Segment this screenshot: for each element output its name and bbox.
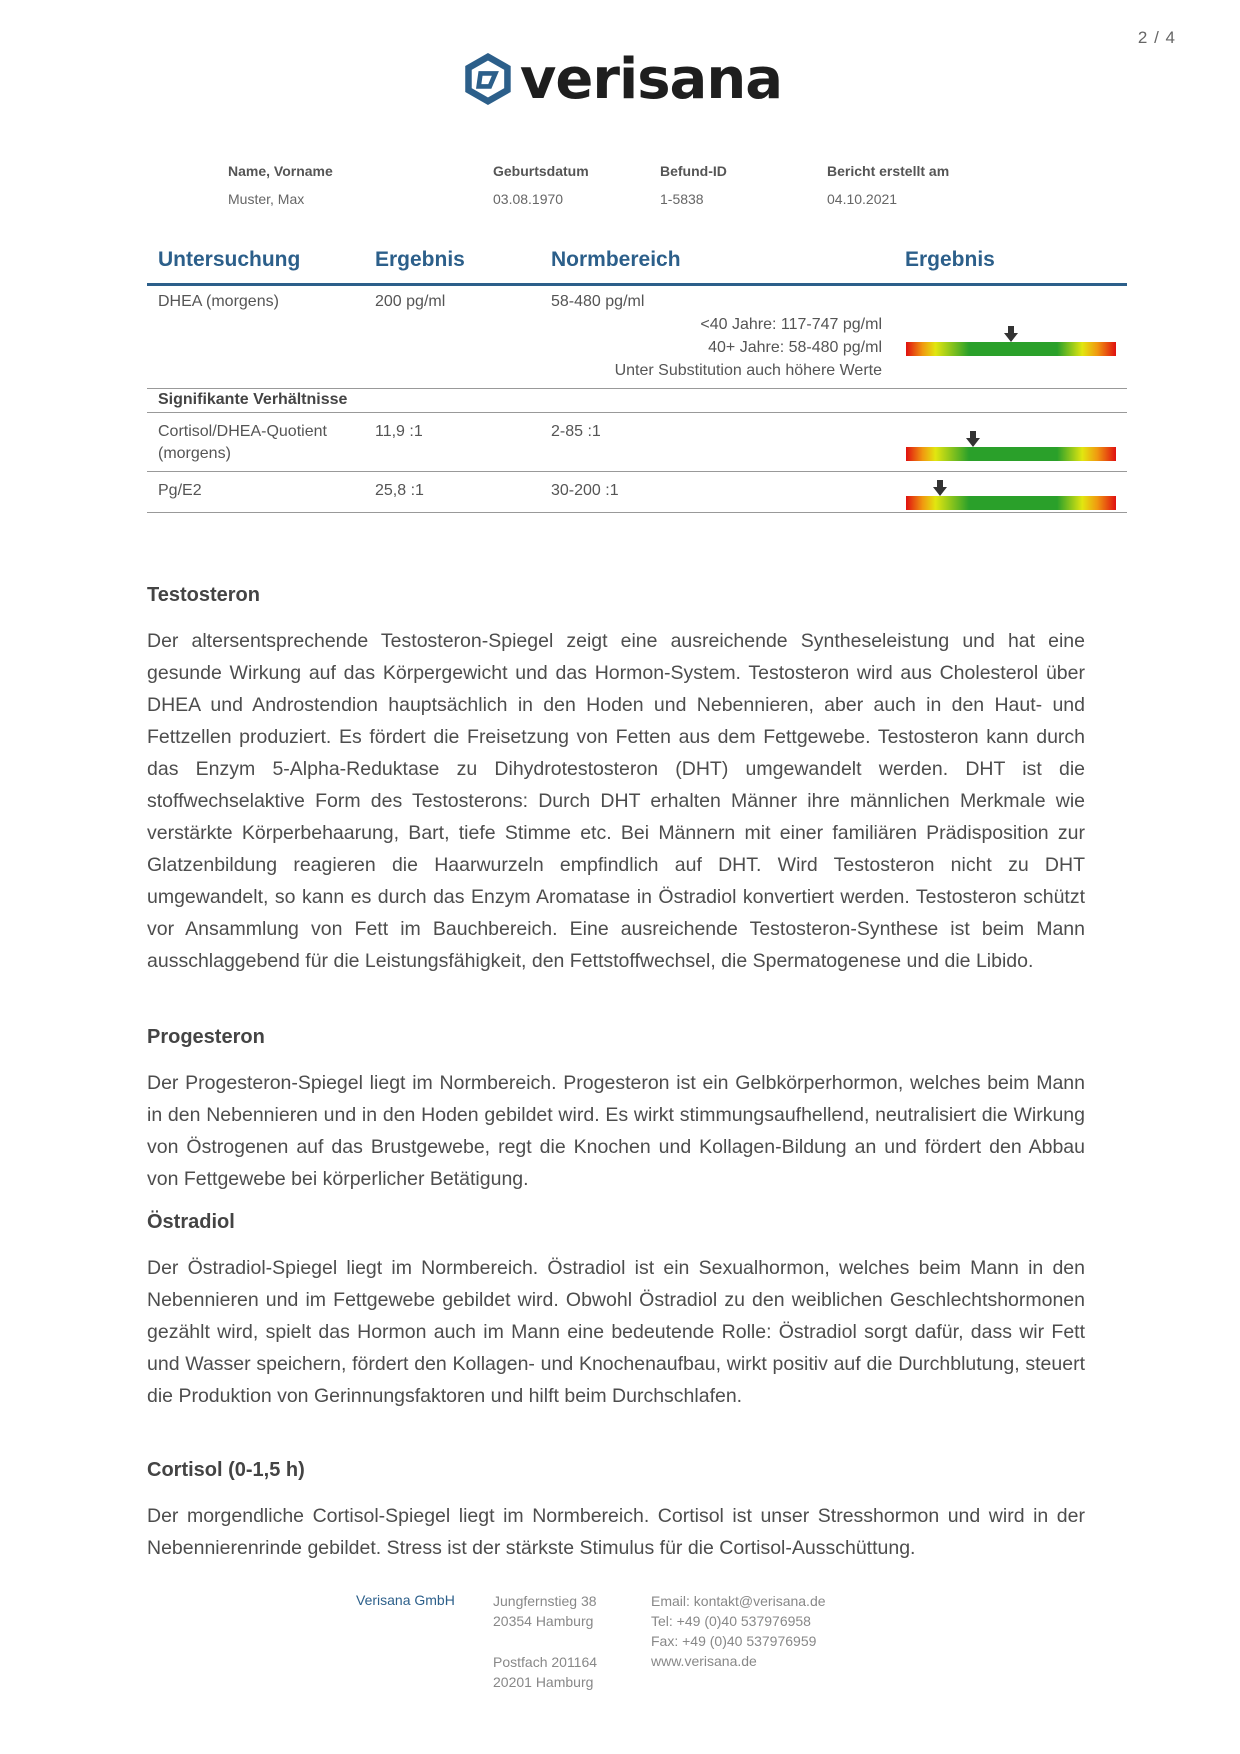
section-text-testosterone: Der altersentsprechende Testosteron-Spiegel zeigt eine ausreichende Syntheseleistung und hat eine gesunde Wirkung auf das Körpergewicht und das Hormon-System. Testosteron wird aus Cholesterol über DHEA und Androstendion hauptsächlich in den Hoden und Nebennieren, aber auch in den Haut- und Fettzellen produziert. Es fördert die Freisetzung von Fetten aus dem Fettgewebe. Testosteron kann durch das Enzym 5-Alpha-Reduktase zu Dihydrotestosteron (DHT) umgewandelt werden. DHT ist die stoffwechselaktive Form des Testosterons: Durch DHT erhalten Männer ihre männlichen Merkmale wie verstärkte Körperbehaarung, Bart, tiefe Stimme etc. Bei Männern mit einer familiären Prädisposition zur Glatzenbildung reagieren die Haarwurzeln empfindlich auf DHT. Wird Testosteron nicht zu DHT umgewandelt, so kann es durch das Enzym Aromatase in Östradiol konvertiert werden. Testosteron schützt vor Ansammlung von Fett im Bauchbereich. Eine ausreichende Testosteron-Synthese ist beim Mann ausschlaggebend für die Leistungsfähigkeit, den Fettstoffwechsel, die Spermatogenese und die Libido.	[147, 630, 1085, 972]
row-dhea-name: DHEA (morgens)	[158, 293, 279, 310]
table-bottom-rule	[147, 512, 1127, 513]
row-divider	[147, 471, 1127, 472]
name-value: Muster, Max	[228, 191, 305, 207]
col-header-result-graph: Ergebnis	[905, 248, 995, 271]
footer-website-link[interactable]: www.verisana.de	[651, 1653, 757, 1669]
result-gauge-bar	[906, 496, 1116, 510]
col-header-result: Ergebnis	[375, 248, 465, 271]
footer-address	[493, 1591, 597, 1631]
footer-tel: Tel: +49 (0)40 537976958	[651, 1613, 811, 1629]
footer-address-city: 20354 Hamburg	[493, 1613, 594, 1629]
verisana-logo	[462, 44, 782, 114]
section-text-cortisol: Der morgendliche Cortisol-Spiegel liegt im Normbereich. Cortisol ist unser Stresshormon und wird in der Nebennierenrinde gebildet. Stress ist der stärkste Stimulus für die Cortisol-Ausschüttung.	[147, 1505, 1085, 1559]
result-marker-arrow-icon	[933, 480, 947, 496]
row-cortisol-dhea-name: Cortisol/DHEA-Quotient	[158, 423, 327, 440]
section-title-cortisol: Cortisol (0-1,5 h)	[147, 1459, 305, 1481]
row-dhea-result: 200 pg/ml	[375, 293, 446, 310]
footer-postbox-number: Postfach 201164	[493, 1654, 598, 1670]
report-id-value: 1-5838	[660, 191, 704, 207]
row-pg-e2-result: 25,8 :1	[375, 482, 424, 499]
page-number: 2 / 4	[1137, 28, 1176, 47]
footer-address-street: Jungfernstieg 38	[493, 1593, 597, 1609]
name-label: Name, Vorname	[228, 163, 333, 179]
ratios-heading: Signifikante Verhältnisse	[158, 391, 348, 408]
row-cortisol-dhea-result: 11,9 :1	[375, 423, 423, 440]
section-title-testosterone: Testosteron	[147, 584, 260, 606]
footer-contact	[651, 1591, 826, 1671]
row-dhea-note: <40 Jahre: 117-747 pg/ml	[700, 316, 882, 333]
result-marker-arrow-icon	[1004, 326, 1018, 342]
row-pg-e2-range: 30-200 :1	[551, 482, 619, 499]
footer-fax: Fax: +49 (0)40 537976959	[651, 1633, 817, 1649]
row-dhea-note: 40+ Jahre: 58-480 pg/ml	[708, 339, 882, 356]
row-pg-e2-name: Pg/E2	[158, 482, 202, 499]
row-cortisol-dhea-range: 2-85 :1	[551, 423, 601, 440]
report-id-label: Befund-ID	[660, 163, 727, 179]
report-date-label: Bericht erstellt am	[827, 163, 950, 179]
row-cortisol-dhea-name-suffix: (morgens)	[158, 445, 231, 462]
section-text-progesterone: Der Progesteron-Spiegel liegt im Normbereich. Progesteron ist ein Gelbkörperhormon, welches beim Mann in den Nebennieren und in den Hoden gebildet wird. Es wirkt stimmungsaufhellend, neutralisiert die Wirkung von Östrogenen auf das Brustgewebe, regt die Knochen und Kollagen-Bildung an und fördert den Abbau von Fettgewebe bei körperlicher Betätigung.	[147, 1072, 1085, 1190]
row-dhea-range: 58-480 pg/ml	[551, 293, 645, 310]
col-header-range: Normbereich	[551, 248, 681, 271]
logo-wordmark: verisana	[519, 46, 782, 112]
footer-postbox	[493, 1652, 597, 1692]
footer-company: Verisana GmbH	[356, 1592, 455, 1608]
report-date-value: 04.10.2021	[827, 191, 898, 207]
table-header-rule	[147, 283, 1127, 286]
result-gauge-bar	[906, 342, 1116, 356]
result-gauge-bar	[906, 447, 1116, 461]
dob-value: 03.08.1970	[493, 191, 564, 207]
section-text-estradiol: Der Östradiol-Spiegel liegt im Normbereich. Östradiol ist ein Sexualhormon, welches beim Mann in den Nebennieren und im Fettgewebe gebildet wird. Obwohl Östradiol zu den weiblichen Geschlechtshormonen gezählt wird, spielt das Hormon auch im Mann eine bedeutende Rolle: Östradiol sorgt dafür, dass wir Fett und Wasser speichern, fördert den Kollagen- und Knochenaufbau, wirkt positiv auf die Durchblutung, steuert die Produktion von Gerinnungsfaktoren und hilft beim Durchschlafen.	[147, 1257, 1085, 1407]
col-header-test: Untersuchung	[158, 248, 301, 271]
section-title-estradiol: Östradiol	[147, 1211, 235, 1233]
footer-postbox-city: 20201 Hamburg	[493, 1674, 594, 1690]
row-dhea-note: Unter Substitution auch höhere Werte	[614, 362, 882, 379]
verisana-logo-icon	[462, 51, 514, 107]
result-marker-arrow-icon	[966, 431, 980, 447]
row-divider	[147, 388, 1127, 389]
footer-email[interactable]: Email: kontakt@verisana.de	[651, 1593, 826, 1609]
row-divider	[147, 412, 1127, 413]
section-title-progesterone: Progesteron	[147, 1026, 265, 1048]
dob-label: Geburtsdatum	[493, 163, 589, 179]
